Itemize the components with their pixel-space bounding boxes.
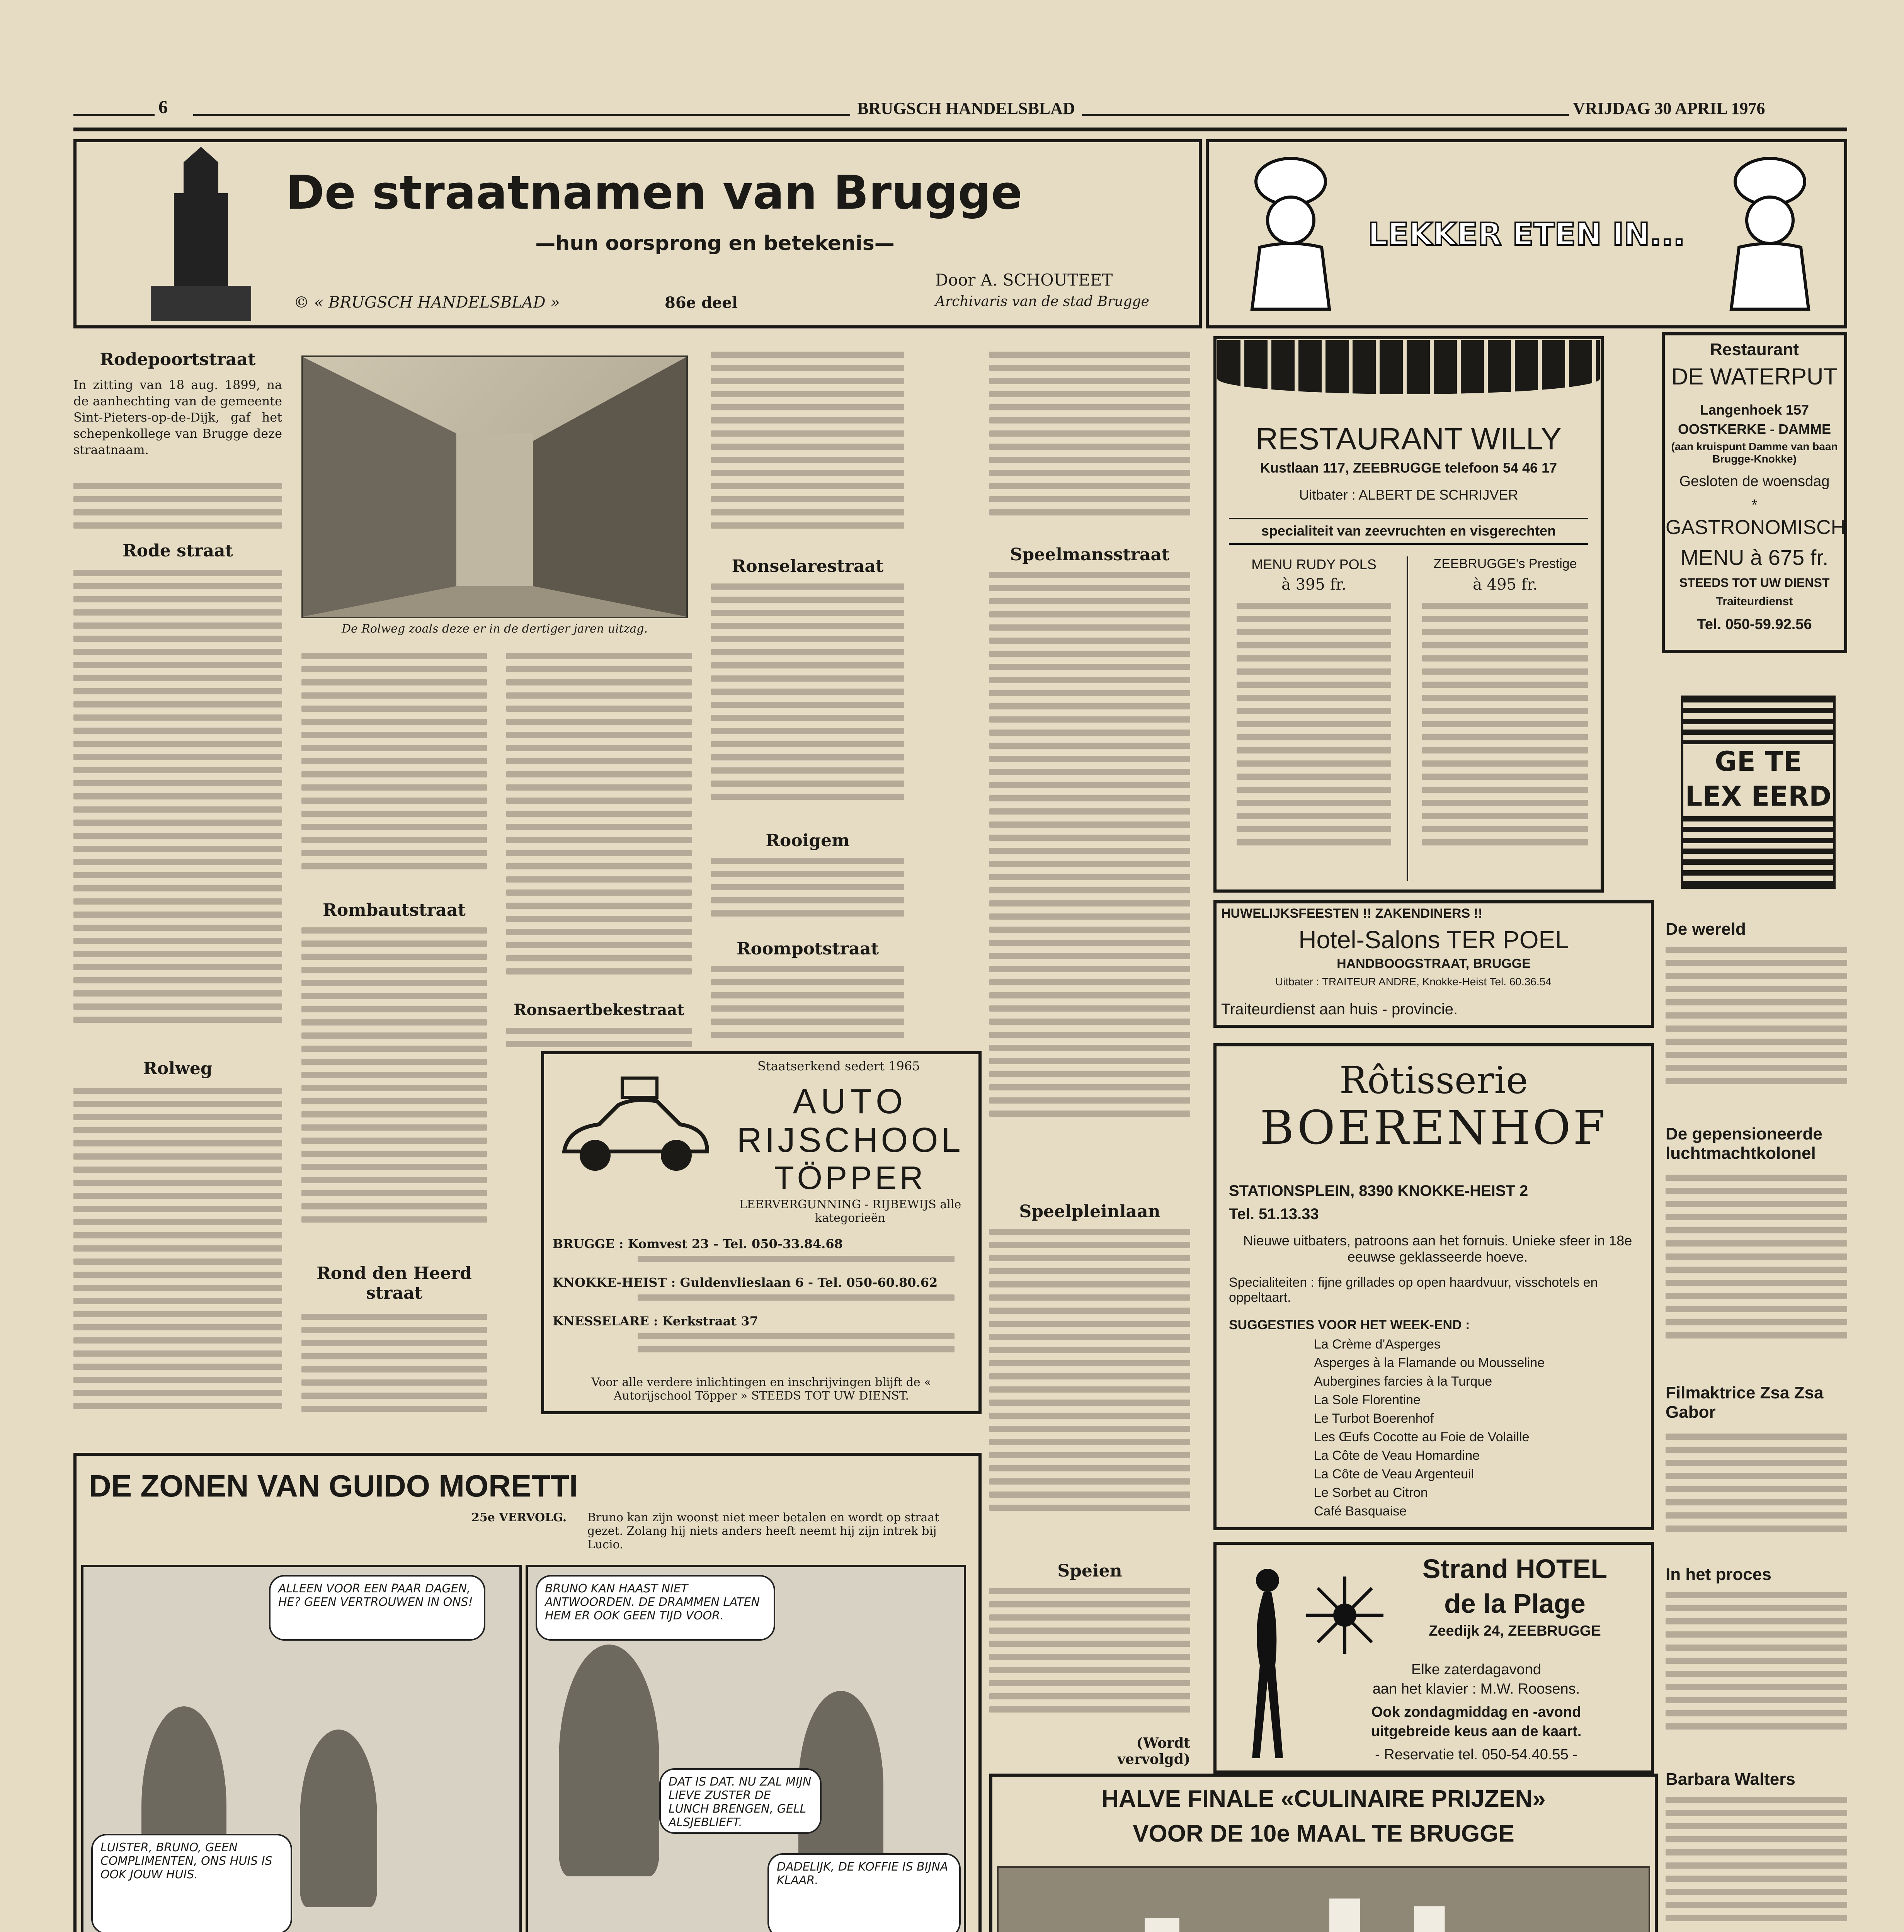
auto-lessons-line [638, 1256, 955, 1267]
text-block [711, 966, 904, 1051]
text-block [1666, 1592, 1847, 1754]
car-icon [553, 1074, 715, 1190]
heading-rond-den-heerd: Rond den Heerd straat [316, 1264, 472, 1303]
heading-ronselarestraat: Ronselarestraat [732, 556, 884, 576]
text-block [506, 1028, 692, 1051]
ter-poel-service: Traiteurdienst aan huis - provincie. [1221, 1001, 1458, 1018]
text-block [301, 1314, 487, 1437]
waterput-star: * [1751, 497, 1758, 514]
menu-rudy-pols-items [1237, 603, 1391, 873]
boerenhof-text: Nieuwe uitbaters, patroons aan het fornuis. Unieke sfeer in 18e eeuwse geklasseerde hoeve. [1243, 1233, 1632, 1265]
boerenhof-item: Asperges à la Flamande ou Mousseline [1314, 1355, 1545, 1370]
brief-heading: Barbara Walters [1666, 1770, 1795, 1789]
brief-heading: In het proces [1666, 1565, 1771, 1584]
boerenhof-item: La Côte de Veau Homardine [1314, 1448, 1480, 1463]
text-block [711, 858, 904, 935]
heading-speien: Speien [1057, 1561, 1122, 1581]
speech-bubble: DADELIJK, DE KOFFIE IS BIJNA KLAAR. [767, 1853, 961, 1932]
paper-name: BRUGSCH HANDELSBLAD [857, 99, 1075, 118]
brief-heading: De gepensioneerde luchtmachtkolonel [1666, 1124, 1822, 1163]
text-block [73, 483, 282, 537]
waterput-menu: MENU à 675 fr. [1680, 545, 1829, 570]
silhouette-figure-icon [1229, 1565, 1298, 1766]
comic-title: DE ZONEN VAN GUIDO MORETTI [89, 1469, 578, 1503]
comic-panel [81, 1565, 522, 1932]
strand-line-1: Strand HOTEL [1422, 1554, 1608, 1584]
series-subtitle: —hun oorsprong en betekenis— [535, 232, 895, 255]
willy-address: Kustlaan 117, ZEEBRUGGE telefoon 54 46 17 [1260, 460, 1557, 476]
auto-title-2: RIJSCHOOL [737, 1121, 964, 1160]
masthead-rule-end [73, 128, 1847, 131]
text-block [989, 1588, 1190, 1735]
chef-right-icon [1700, 147, 1839, 321]
sun-icon [1306, 1577, 1383, 1654]
auto-knokke: KNOKKE-HEIST : Guldenvlieslaan 6 - Tel. 050-60.80.62 [553, 1275, 938, 1290]
ter-poel-name: Hotel-Salons TER POEL [1298, 926, 1569, 954]
text-block [301, 927, 487, 1256]
waterput-gastro: GASTRONOMISCH [1666, 516, 1846, 539]
waterput-note: (aan kruispunt Damme van baan Brugge-Knokke) [1671, 440, 1838, 465]
boerenhof-line-1: Rôtisserie [1339, 1059, 1528, 1102]
text-block [1666, 947, 1847, 1109]
heading-rode-straat: Rode straat [123, 541, 233, 561]
waterput-traiteur: Traiteurdienst [1716, 595, 1793, 608]
text-block [711, 583, 904, 823]
menu-prestige-items [1422, 603, 1588, 873]
boerenhof-line-2: BOERENHOF [1260, 1101, 1608, 1155]
masthead-rule-mid [193, 114, 850, 116]
heading-speelmansstraat: Speelmansstraat [1010, 545, 1170, 565]
founded-line: Staatserkend sedert 1965 [757, 1059, 920, 1073]
lekker-eten-title: LEKKER ETEN IN... [1368, 216, 1685, 252]
boerenhof-tel: Tel. 51.13.33 [1229, 1206, 1319, 1223]
boerenhof-item: Café Basquaise [1314, 1504, 1407, 1519]
auto-lessons-line [638, 1294, 955, 1306]
ter-poel-top: HUWELIJKSFEESTEN !! ZAKENDINERS !! [1221, 906, 1483, 921]
heading-ronsaertbekestraat: Ronsaertbekestraat [514, 1001, 684, 1019]
chef-left-icon [1221, 147, 1360, 321]
boerenhof-specialties: Specialiteiten : fijne grillades op open haardvuur, visschotels en oppeltaart. [1229, 1275, 1598, 1305]
speech-bubble: BRUNO KAN HAAST NIET ANTWOORDEN. DE DRAMMEN LATEN HEM ER OOK GEEN TIJD VOOR. [536, 1575, 775, 1641]
speech-bubble: ALLEEN VOOR EEN PAAR DAGEN, HE? GEEN VERTROUWEN IN ONS! [269, 1575, 485, 1641]
text-block [711, 352, 904, 553]
rolweg-photo [301, 355, 688, 618]
text-block [989, 1229, 1190, 1538]
text-block [1666, 1797, 1847, 1932]
text-block [73, 570, 282, 1053]
text-block [1666, 1434, 1847, 1557]
menu-rudy-pols-price: à 395 fr. [1281, 576, 1346, 594]
boerenhof-item: Aubergines farcies à la Turque [1314, 1374, 1492, 1389]
ter-poel-owner: Uitbater : TRAITEUR ANDRE, Knokke-Heist Tel. 60.36.54 [1275, 976, 1552, 988]
strand-text-2: aan het klavier : M.W. Roosens. [1372, 1681, 1580, 1697]
text-block [1666, 1175, 1847, 1368]
geteleerd-letters: GE TE LEX EERD [1683, 744, 1833, 814]
text-block [989, 352, 1190, 529]
page-number: 6 [158, 97, 168, 117]
brief-heading: De wereld [1666, 920, 1746, 939]
boerenhof-item: Le Sorbet au Citron [1314, 1485, 1428, 1500]
masthead-rule-left [73, 114, 155, 116]
paragraph-rodepoortstraat: In zitting van 18 aug. 1899, na de aanhechting van de gemeente Sint-Pieters-op-de-Dijk, gaf het schepenkollege van Brugge deze straatnaam. [73, 378, 282, 457]
author-line: Door A. SCHOUTEET [935, 270, 1113, 289]
comic-panel [526, 1565, 966, 1932]
text-block [506, 653, 692, 1001]
heading-speelpleinlaan: Speelpleinlaan [1019, 1202, 1160, 1221]
boerenhof-item: La Crème d'Asperges [1314, 1337, 1441, 1352]
series-title: De straatnamen van Brugge [286, 166, 1023, 220]
auto-knesselare: KNESSELARE : Kerkstraat 37 [553, 1314, 758, 1328]
rolweg-photo-caption: De Rolweg zoals deze er in de dertiger jaren uitzag. [342, 622, 648, 636]
auto-lessons-line [638, 1333, 955, 1364]
menu-rudy-pols-title: MENU RUDY POLS [1251, 556, 1377, 572]
strand-text-3: Ook zondagmiddag en -avond [1371, 1704, 1581, 1720]
boerenhof-item: La Sole Florentine [1314, 1393, 1421, 1407]
waterput-tel: Tel. 050-59.92.56 [1697, 616, 1812, 633]
text-block [73, 1088, 282, 1435]
strand-text-4: uitgebreide keus aan de kaart. [1371, 1723, 1582, 1740]
culinaire-photo [997, 1866, 1650, 1932]
belfry-icon [151, 147, 251, 321]
auto-title-3: TÖPPER [774, 1160, 926, 1196]
auto-brugge: BRUGGE : Komvest 23 - Tel. 050-33.84.68 [553, 1236, 843, 1251]
ter-poel-street: HANDBOOGSTRAAT, BRUGGE [1337, 956, 1531, 971]
speech-bubble: LUISTER, BRUNO, GEEN COMPLIMENTEN, ONS HUIS IS OOK JOUW HUIS. [91, 1834, 292, 1932]
waterput-label: Restaurant [1710, 340, 1799, 359]
heading-roompotstraat: Roompotstraat [737, 939, 879, 959]
boerenhof-item: Les Œufs Cocotte au Foie de Volaille [1314, 1430, 1530, 1444]
series-part: 86e deel [665, 294, 738, 312]
boerenhof-item: Le Turbot Boerenhof [1314, 1411, 1434, 1426]
willy-name: RESTAURANT WILLY [1256, 422, 1562, 456]
waterput-address-1: Langenhoek 157 [1700, 402, 1809, 418]
culinaire-title-2: VOOR DE 10e MAAL TE BRUGGE [1133, 1820, 1514, 1847]
comic-intro: Bruno kan zijn woonst niet meer betalen en wordt op straat gezet. Zolang hij niets anders heeft neemt hij zijn intrek bij Lucio. [587, 1511, 939, 1551]
copyright: © « BRUGSCH HANDELSBLAD » [294, 294, 560, 311]
menu-prestige-price: à 495 fr. [1473, 576, 1538, 594]
text-block [989, 572, 1190, 1151]
boerenhof-address: STATIONSPLEIN, 8390 KNOKKE-HEIST 2 [1229, 1182, 1528, 1199]
menu-prestige-title: ZEEBRUGGE's Prestige [1433, 556, 1577, 571]
strand-text-1: Elke zaterdagavond [1411, 1662, 1541, 1678]
heading-rolweg: Rolweg [143, 1059, 213, 1078]
heading-rodepoortstraat: Rodepoortstraat [100, 350, 256, 369]
to-be-continued: (Wordt vervolgd) [1117, 1735, 1190, 1767]
strand-address: Zeedijk 24, ZEEBRUGGE [1429, 1623, 1601, 1639]
willy-specialty: specialiteit van zeevruchten en visgerechten [1229, 518, 1588, 545]
masthead-rule-right [1082, 114, 1569, 116]
culinaire-title-1: HALVE FINALE «CULINAIRE PRIJZEN» [1101, 1786, 1546, 1812]
heading-rombautstraat: Rombautstraat [323, 900, 466, 920]
scallop-border [1217, 340, 1600, 394]
author-role: Archivaris van de stad Brugge [935, 294, 1149, 310]
strand-tel: - Reservatie tel. 050-54.40.55 - [1375, 1747, 1577, 1763]
text-block [301, 653, 487, 893]
boerenhof-item: La Côte de Veau Argenteuil [1314, 1467, 1474, 1481]
strand-line-2: de la Plage [1444, 1588, 1586, 1619]
boerenhof-suggestions-heading: SUGGESTIES VOOR HET WEEK-END : [1229, 1318, 1470, 1332]
waterput-address-2: OOSTKERKE - DAMME [1678, 421, 1831, 437]
waterput-service: STEEDS TOT UW DIENST [1679, 576, 1830, 590]
comic-intro-head: 25e VERVOLG. [471, 1511, 567, 1524]
speech-bubble: DAT IS DAT. NU ZAL MIJN LIEVE ZUSTER DE LUNCH BRENGEN, GELL ALSJEBLIEFT. [659, 1768, 822, 1834]
brief-heading: Filmaktrice Zsa Zsa Gabor [1666, 1383, 1824, 1422]
menu-divider [1407, 556, 1408, 881]
auto-footer: Voor alle verdere inlichtingen en inschrijvingen blijft de « Autorijschool Töpper » STEEDS TOT UW DIENST. [591, 1376, 931, 1403]
waterput-name: DE WATERPUT [1671, 364, 1838, 389]
waterput-closed: Gesloten de woensdag [1679, 473, 1830, 490]
geteleerd-logo [1681, 696, 1836, 889]
heading-rooigem: Rooigem [766, 831, 850, 850]
auto-title-1: AUTO [793, 1082, 908, 1121]
willy-owner: Uitbater : ALBERT DE SCHRIJVER [1299, 487, 1518, 503]
auto-subtitle: LEERVERGUNNING - RIJBEWIJS alle kategorieën [739, 1198, 961, 1225]
issue-date: VRIJDAG 30 APRIL 1976 [1573, 99, 1765, 118]
